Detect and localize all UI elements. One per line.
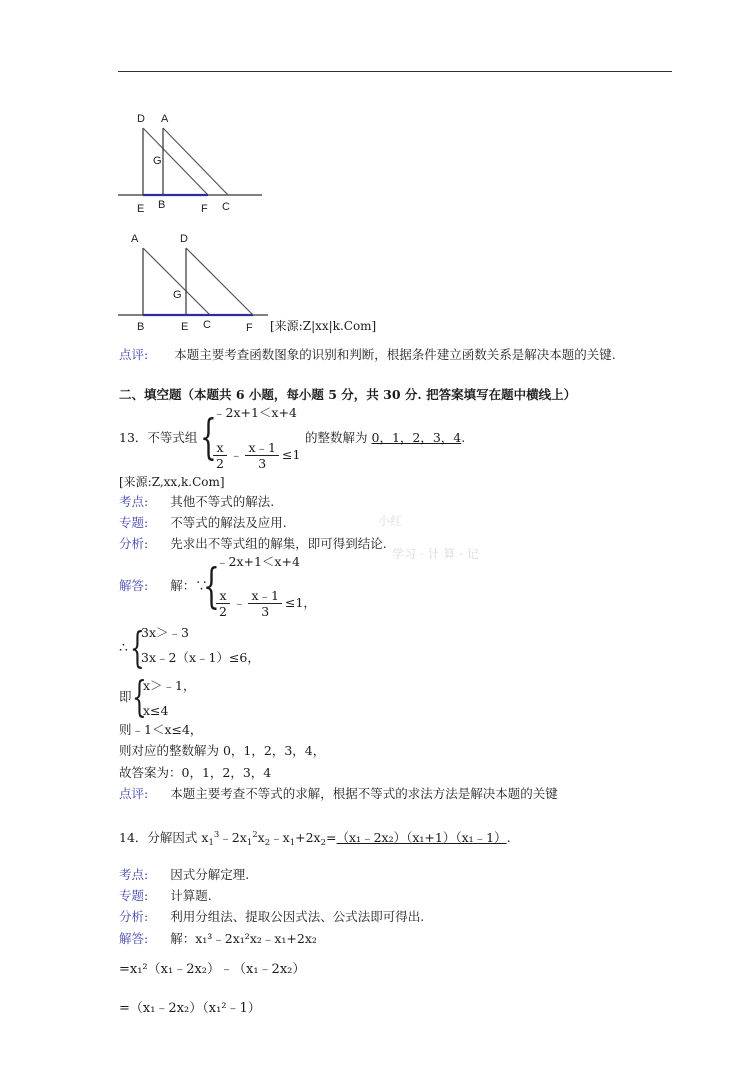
fig1-label-a: A xyxy=(161,113,169,125)
q13-step2-line2-text: 3x﹣2（x﹣1）≤6 xyxy=(141,650,248,665)
q13-frac2-den: 3 xyxy=(258,456,267,471)
figure-1 xyxy=(118,113,262,215)
q13-minus: ﹣ xyxy=(229,447,243,462)
q13-step3-brace: { xyxy=(132,672,147,721)
q14-sub: 1 xyxy=(246,838,253,848)
q14-fenxi xyxy=(119,909,424,925)
q13-ineq1: ﹣2x+1＜x+4 xyxy=(213,405,297,420)
q13-step1-frac2-den: 3 xyxy=(261,604,270,619)
q13-step1-frac1 xyxy=(216,588,230,619)
q14-term: ﹣2x xyxy=(219,830,247,845)
watermark-ghost-1: 小红 xyxy=(378,514,403,528)
q14-jieda xyxy=(119,931,317,947)
q13-end: . xyxy=(461,430,466,445)
q13-step1-comma: ， xyxy=(303,595,316,610)
q13-step1-minus: ﹣ xyxy=(232,595,246,610)
q13-step1-frac2-num: x﹣1 xyxy=(248,588,282,604)
q14-x: x xyxy=(257,830,265,845)
q13-fenxi-tag: 分析: xyxy=(119,536,149,551)
q13-step1-brace: { xyxy=(203,558,220,614)
fig2-label-b: B xyxy=(137,321,145,333)
q13-jieda-tag: 解答: xyxy=(119,578,149,593)
q14-jieda-tag: 解答: xyxy=(119,931,149,946)
q13-answer-final: 故答案为：0，1，2，3，4 xyxy=(119,765,272,780)
q13-step1-line2 xyxy=(213,588,316,619)
q13-answer-line xyxy=(305,430,465,446)
q14-x: x xyxy=(201,830,209,845)
review-1 xyxy=(119,347,616,363)
geometry-figures xyxy=(0,0,752,340)
fig2-label-f: F xyxy=(246,322,253,334)
q14-sup: 3 xyxy=(213,830,220,840)
fig1-label-d: D xyxy=(137,113,145,125)
q14-kaodian-text: 因式分解定理. xyxy=(170,867,250,882)
watermark-ghost-2: 学习 · 计 算 · 记 xyxy=(392,547,479,561)
review-1-tag: 点评: xyxy=(119,347,149,362)
q13-review xyxy=(119,786,558,802)
q13-step3-comma: ， xyxy=(183,678,196,693)
q13-step1-frac2 xyxy=(248,588,282,619)
q14-line3: =（x₁﹣2x₂）（x₁²﹣1） xyxy=(119,1001,261,1016)
q13-zhuanti-tag: 专题: xyxy=(119,515,149,530)
q13-step2-line1: 3x＞﹣3 xyxy=(141,625,189,640)
q14-zhuanti-text: 计算题. xyxy=(170,888,212,903)
q14-kaodian-tag: 考点: xyxy=(119,867,149,882)
fig2-label-e: E xyxy=(181,321,189,333)
q14-jie: 解：x₁³﹣2x₁²x₂﹣x₁+2x₂ xyxy=(170,931,317,946)
q13-therefore: ∴ xyxy=(119,640,128,656)
fig2-label-a: A xyxy=(131,233,139,245)
q13-frac1 xyxy=(213,440,227,471)
q14-zhuanti-tag: 专题: xyxy=(119,888,149,903)
q14-prefix: 14．分解因式 xyxy=(119,830,202,845)
fig1-line-ac xyxy=(163,128,228,195)
q14-equals: = xyxy=(326,830,337,845)
fig2-label-c: C xyxy=(203,319,211,331)
q13-review-text: 本题主要考查不等式的求解，根据不等式的求法方法是解决本题的关键 xyxy=(170,786,558,801)
section-title: 二、填空题（本题共 6 小题，每小题 5 分，共 30 分. 把答案填写在题中横线上） xyxy=(119,387,577,402)
fig1-label-c: C xyxy=(222,201,230,213)
q13-step1-line1: ﹣2x+1＜x+4 xyxy=(216,554,300,569)
fig1-label-f: F xyxy=(201,203,208,215)
q13-ze: 则﹣1＜x≤4， xyxy=(119,722,203,737)
q13-frac2-num: x﹣1 xyxy=(245,440,279,456)
figure-2 xyxy=(118,233,268,334)
q14-sub: 1 xyxy=(289,838,296,848)
fig2-label-g: G xyxy=(173,289,182,301)
q13-step3-line1-text: x＞﹣1 xyxy=(143,678,184,693)
q14-fenxi-tag: 分析: xyxy=(119,909,149,924)
q14-sub: 2 xyxy=(320,838,327,848)
q14-end: . xyxy=(506,830,511,845)
q13-frac2 xyxy=(245,440,279,471)
fig2-label-d: D xyxy=(180,233,188,245)
q13-step2-brace: { xyxy=(130,623,145,672)
q13-jie: 解：∵ xyxy=(170,578,208,593)
q13-integer: 则对应的整数解为 0，1，2，3，4， xyxy=(119,743,326,758)
q14-term: +2x xyxy=(295,830,321,845)
q14-term: ﹣x xyxy=(270,830,290,845)
q14-sub: 2 xyxy=(264,838,271,848)
q13-step1-frac1-num: x xyxy=(216,588,230,604)
q13-step2-comma: ， xyxy=(247,650,260,665)
q13-suffix: 的整数解为 xyxy=(305,430,368,445)
q14-line2: =x₁²（x₁﹣2x₂）﹣（x₁﹣2x₂） xyxy=(119,962,306,977)
q13-jieda xyxy=(119,578,208,594)
fig2-line-ac xyxy=(143,248,210,315)
q13-ineq2 xyxy=(210,440,300,471)
q13-zhuanti xyxy=(119,515,287,531)
q13-ji: 即 xyxy=(119,689,132,704)
q14-kaodian xyxy=(119,867,249,883)
q13-frac1-num: x xyxy=(213,440,227,456)
q13-step1-frac1-den: 2 xyxy=(219,604,227,619)
q13-step1-tail: ≤1 xyxy=(284,595,304,610)
q14-zhuanti xyxy=(119,888,212,904)
q13-frac1-den: 2 xyxy=(216,456,224,471)
q13-answer: 0，1，2，3，4 xyxy=(371,430,462,445)
fig2-line-df xyxy=(186,248,253,315)
q14-sup: 2 xyxy=(252,830,258,840)
q13-fenxi xyxy=(119,536,387,552)
q13-kaodian xyxy=(119,494,274,510)
fig2-source-note: [来源:Z|xx|k.Com] xyxy=(270,319,377,333)
q14-answer: （x₁﹣2x₂）（x₁+1）（x₁﹣1） xyxy=(336,830,507,845)
q13-prefix: 13．不等式组 xyxy=(119,430,198,445)
q13-kaodian-tag: 考点: xyxy=(119,494,149,509)
fig1-label-g: G xyxy=(153,155,162,167)
fig1-label-b: B xyxy=(158,199,166,211)
q13-brace: { xyxy=(200,409,217,465)
q13-source-note: [来源:Z,xx,k.Com] xyxy=(119,475,225,489)
q14-question xyxy=(119,827,511,851)
q13-zhuanti-text: 不等式的解法及应用. xyxy=(170,515,287,530)
q13-kaodian-text: 其他不等式的解法. xyxy=(170,494,275,509)
q13-step2-line2 xyxy=(141,650,260,666)
q14-fenxi-text: 利用分组法、提取公因式法、公式法即可得出. xyxy=(170,909,425,924)
review-1-text: 本题主要考查函数图象的识别和判断，根据条件建立函数关系是解决本题的关键. xyxy=(174,347,616,362)
q13-fenxi-text: 先求出不等式组的解集，即可得到结论. xyxy=(170,536,387,551)
q14-sub: 1 xyxy=(208,838,214,848)
q13-step3-line2: x≤4 xyxy=(143,703,169,718)
fig1-label-e: E xyxy=(137,203,145,215)
q13-review-tag: 点评: xyxy=(119,786,149,801)
q13-step3-line1 xyxy=(143,678,196,694)
q13-ineq2-tail: ≤1 xyxy=(281,447,301,462)
